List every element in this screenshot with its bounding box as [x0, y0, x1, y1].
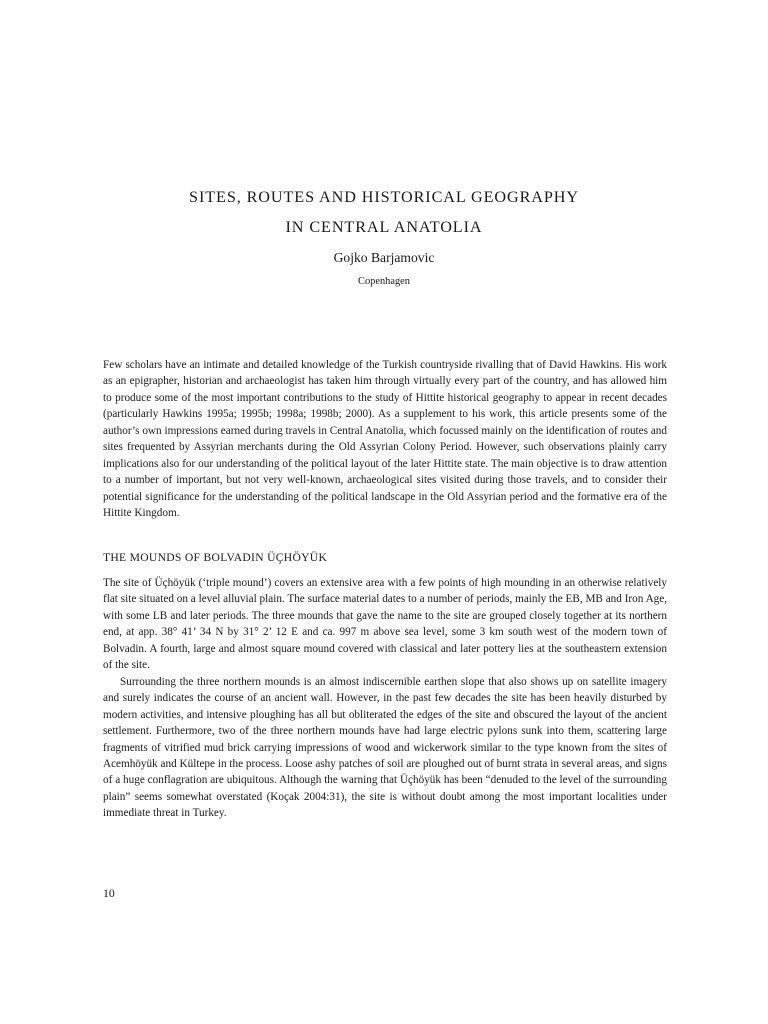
article-title-line-1: SITES, ROUTES AND HISTORICAL GEOGRAPHY: [189, 188, 579, 206]
section-paragraph-2: Surrounding the three northern mounds is an almost indiscernible earthen slope that also shows up on satellite imagery and surely indicates the course of an ancient wall. However, in the past few decades the site has been heavily disturbed by modern activities, and intensive ploughing has all but obliterated the edges of the site and obscured the layout of the ancient settlement. Furthermore, two of the three northern mounds have had large electric pylons sunk into them, scattering large fragments of vitrified mud brick carrying impressions of wood and wickerwork similar to the type known from the sites of Acemhöyük and Kültepe in the process. Loose ashy patches of soil are ploughed out of burnt strata in several areas, and signs of a huge conflagration are ubiquitous. Although the warning that Üçhöyük has been “denuded to the level of the surrounding plain” seems somewhat overstated (Koçak 2004:31), the site is without doubt among the most important localities under immediate threat in Turkey.: [103, 675, 667, 820]
section-heading: THE MOUNDS OF BOLVADIN ÜÇHÖYÜK: [103, 551, 328, 564]
page-number: 10: [103, 886, 115, 900]
introduction-paragraph: [103, 357, 667, 522]
introduction-text: Few scholars have an intimate and detailed knowledge of the Turkish countryside rivalling that of David Hawkins. His work as an epigrapher, historian and archaeologist has taken him through virtually every part of the country, and has allowed him to produce some of the most important contributions to the study of Hittite historical geography to appear in recent decades (particularly Hawkins 1995a; 1995b; 1998a; 1998b; 2000). As a supplement to his work, this article presents some of the author’s own impressions earned during travels in Central Anatolia, which focussed mainly on the identification of routes and sites frequented by Assyrian merchants during the Old Assyrian Colony Period. However, such observations plainly carry implications also for our understanding of the political layout of the later Hittite state. The main objective is to draw attention to a number of important, but not very well-known, archaeological sites visited during those travels, and to consider their potential significance for the understanding of the political landscape in the Old Assyrian period and the formative era of the Hittite Kingdom.: [103, 359, 667, 520]
author-affiliation: Copenhagen: [358, 276, 410, 287]
author-name: Gojko Barjamovic: [333, 250, 435, 265]
section-body: [103, 575, 667, 822]
section-paragraph-1: The site of Üçhöyük (‘triple mound’) covers an extensive area with a few points of high mounding in an otherwise relatively flat site situated on a level alluvial plain. The surface material dates to a number of periods, mainly the EB, MB and Iron Age, with some LB and later periods. The three mounds that gave the name to the site are grouped closely together at its northern end, at app. 38° 41’ 34 N by 31° 2’ 12 E and ca. 997 m above sea level, some 3 km south west of the modern town of Bolvadin. A fourth, large and almost square mound covered with classical and later pottery lies at the southeastern extension of the site.: [103, 577, 667, 672]
article-title-line-2: IN CENTRAL ANATOLIA: [285, 218, 483, 236]
